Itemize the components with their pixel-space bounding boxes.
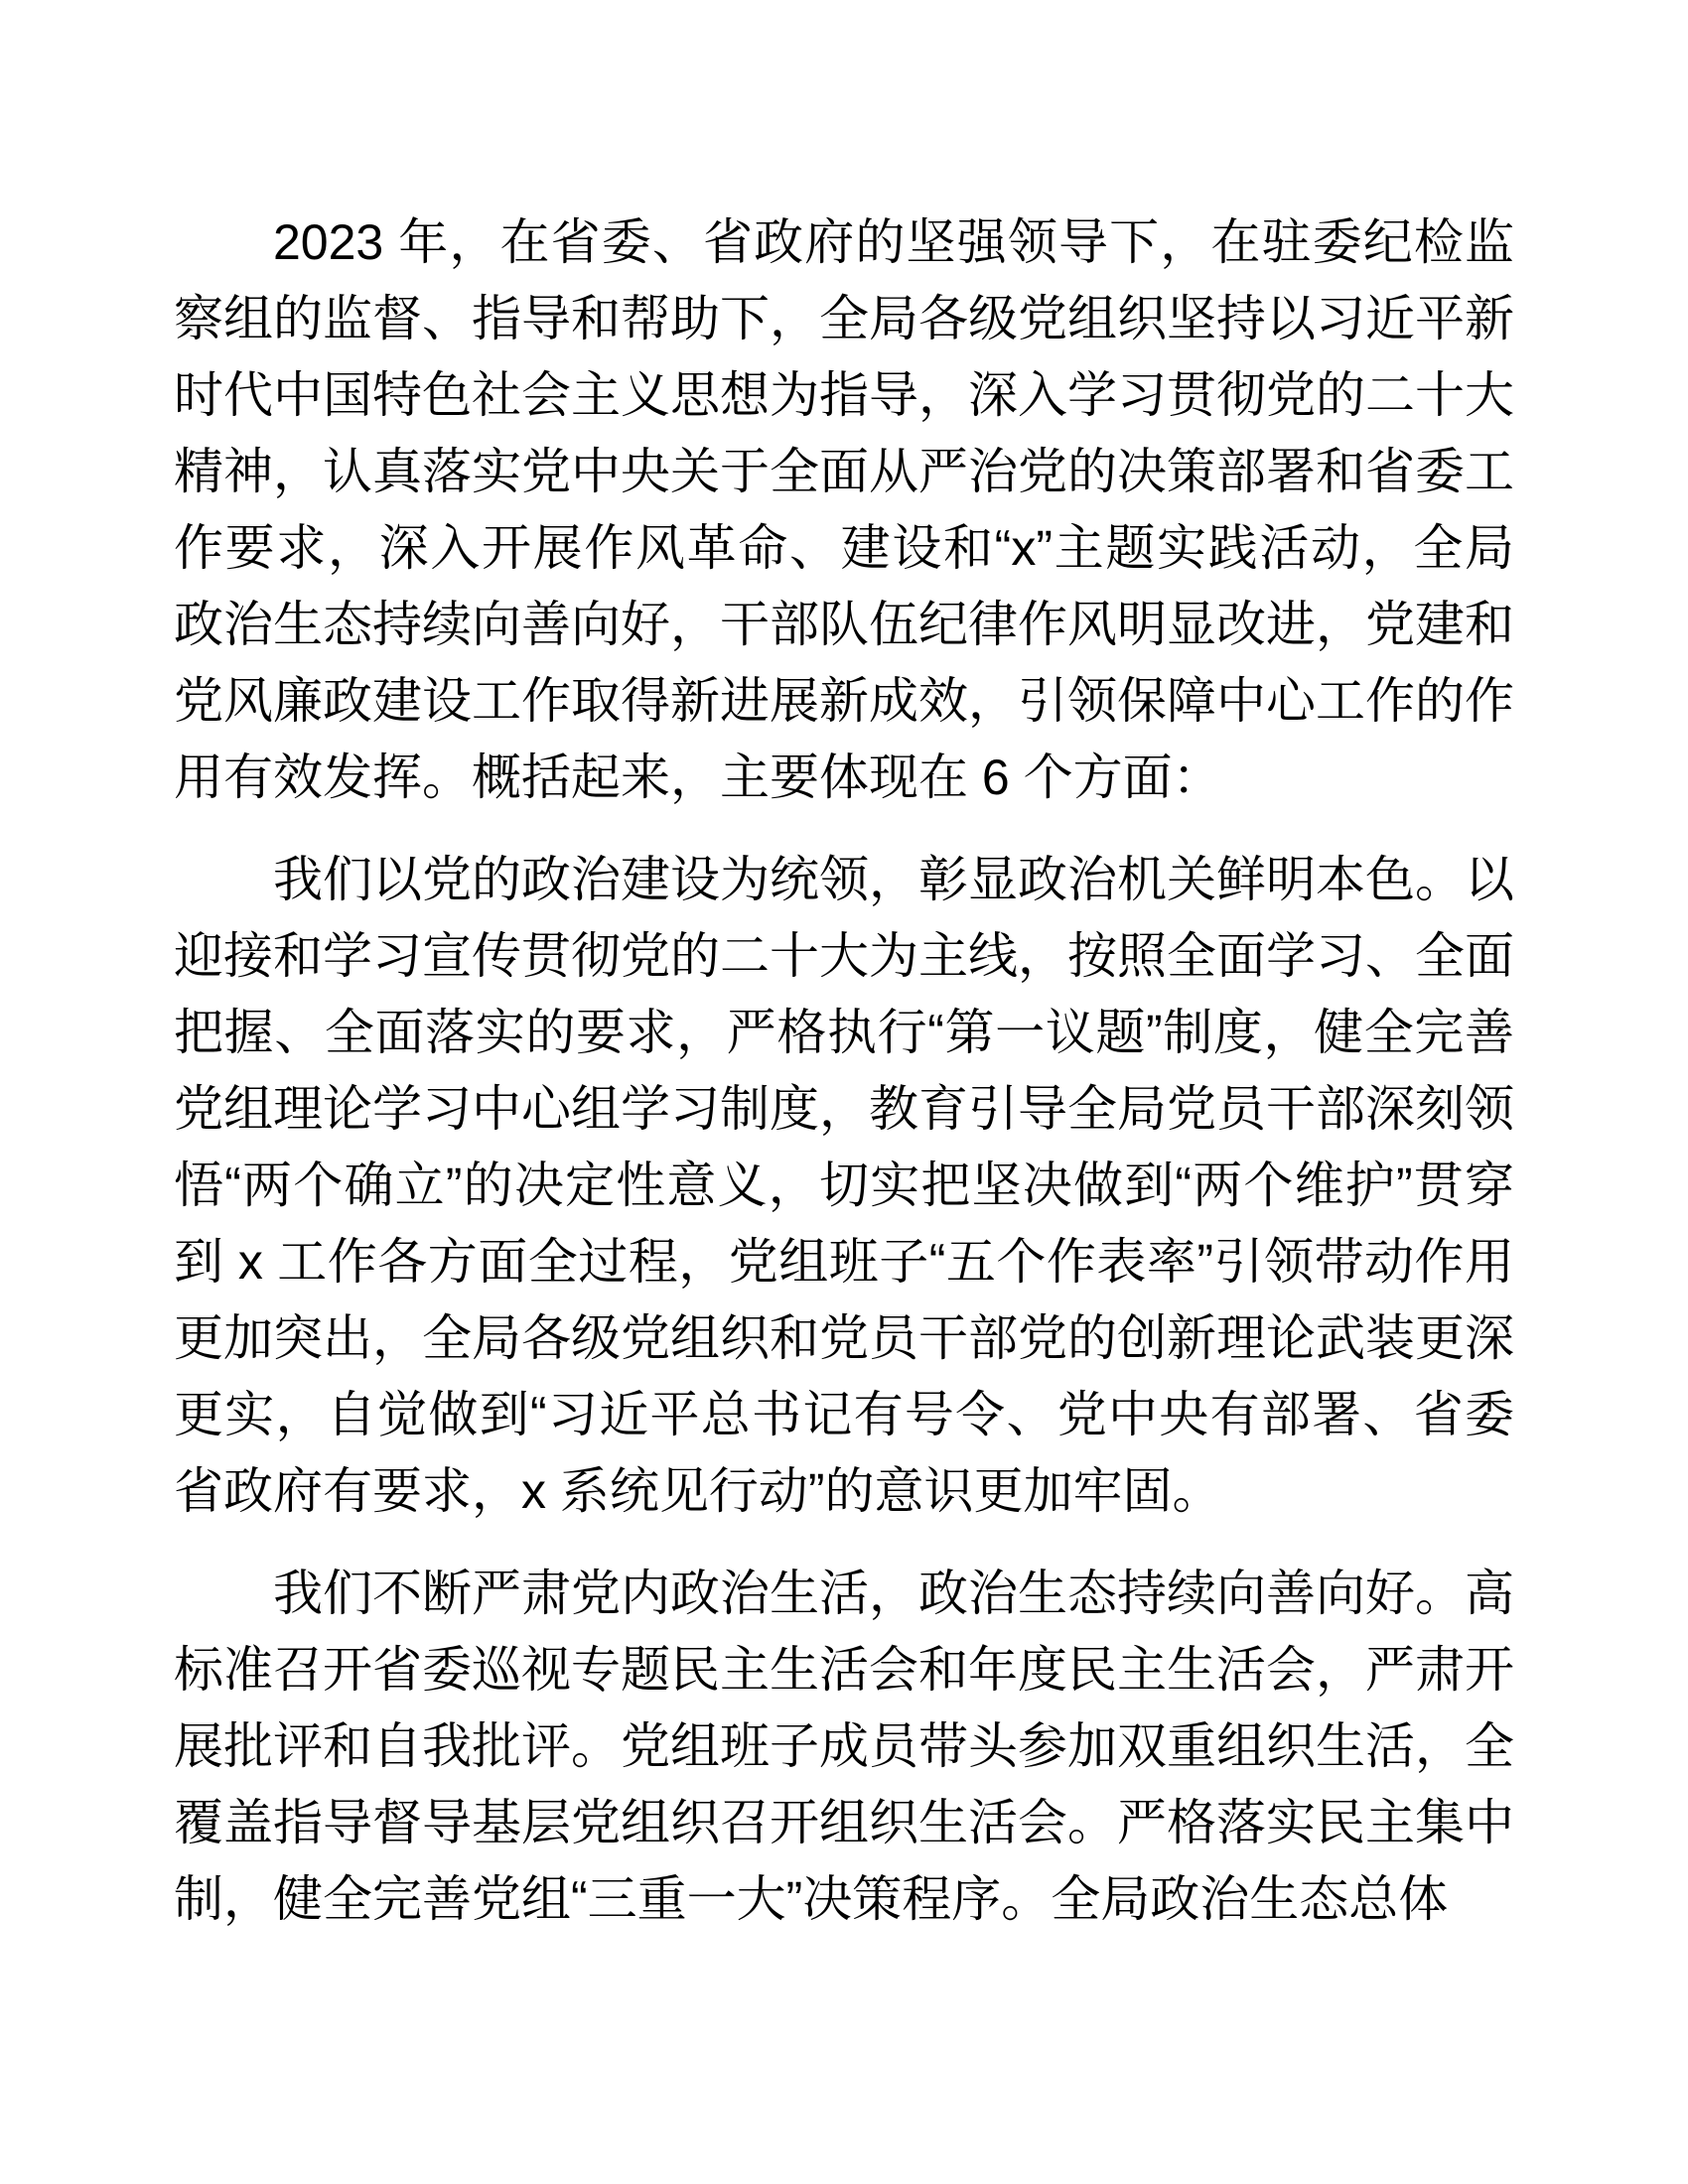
paragraph-political-life: 我们不断严肃党内政治生活，政治生态持续向善向好。高标准召开省委巡视专题民主生活会和年度民主生活会，严肃开展批评和自我批评。党组班子成员带头参加双重组织生活，全覆盖指导督导基层党组织召开组织生活会。严格落实民主集中制，健全完善党组“三重一大”决策程序。全局政治生态总体: [174, 1566, 1514, 1927]
paragraph-overview: 2023 年，在省委、省政府的坚强领导下，在驻委纪检监察组的监督、指导和帮助下，全局各级党组织坚持以习近平新时代中国特色社会主义思想为指导，深入学习贯彻党的二十大精神，认真落实党中央关于全面从严治党的决策部署和省委工作要求，深入开展作风革命、建设和“x”主题实践活动，全局政治生态持续向善向好，干部队伍纪律作风明显改进，党建和党风廉政建设工作取得新进展新成效，引领保障中心工作的作用有效发挥。概括起来，主要体现在 6 个方面：: [174, 214, 1514, 805]
paragraph-political-building: 我们以党的政治建设为统领，彰显政治机关鲜明本色。以迎接和学习宣传贯彻党的二十大为主线，按照全面学习、全面把握、全面落实的要求，严格执行“第一议题”制度，健全完善党组理论学习中心组学习制度，教育引导全局党员干部深刻领悟“两个确立”的决定性意义，切实把坚决做到“两个维护”贯穿到 x 工作各方面全过程，党组班子“五个作表率”引领带动作用更加突出，全局各级党组织和党员干部党的创新理论武装更深更实，自觉做到“习近平总书记有号令、党中央有部署、省委省政府有要求，x 系统见行动”的意识更加牢固。: [174, 852, 1514, 1519]
